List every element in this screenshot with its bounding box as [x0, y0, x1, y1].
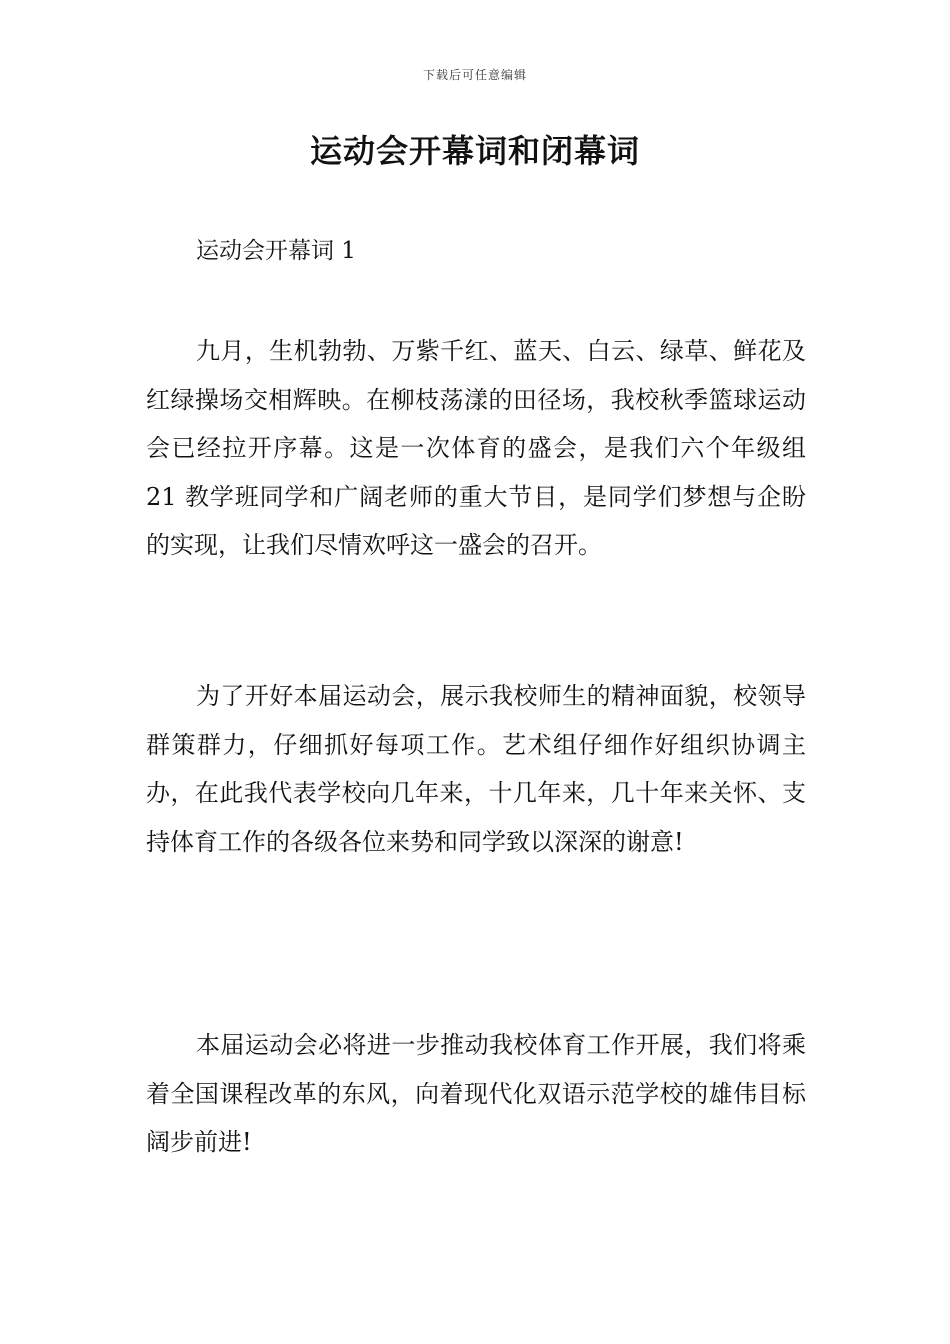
paragraph-2: 为了开好本届运动会，展示我校师生的精神面貌，校领导群策群力，仔细抓好每项工作。艺术组仔细作好组织协调主办，在此我代表学校向几年来，十几年来，几十年来关怀、支持体育工作的各级各位来势和同学致以深深的谢意!: [146, 682, 806, 856]
header-note: 下载后可任意编辑: [422, 68, 527, 82]
paragraph-1: 九月，生机勃勃、万紫千红、蓝天、白云、绿草、鲜花及红绿操场交相辉映。在柳枝荡漾的田径场，我校秋季篮球运动会已经拉开序幕。这是一次体育的盛会，是我们六个年级组 21 教学班同学和广阔老师的重大节目，是同学们梦想与企盼的实现，让我们尽情欢呼这一盛会的召开。: [146, 337, 806, 559]
paragraph-3: 本届运动会必将进一步推动我校体育工作开展，我们将乘着全国课程改革的东风，向着现代化双语示范学校的雄伟目标阔步前进!: [146, 1031, 806, 1156]
document-title: 运动会开幕词和闭幕词: [309, 132, 640, 170]
section-heading: 运动会开幕词 1: [196, 238, 356, 264]
